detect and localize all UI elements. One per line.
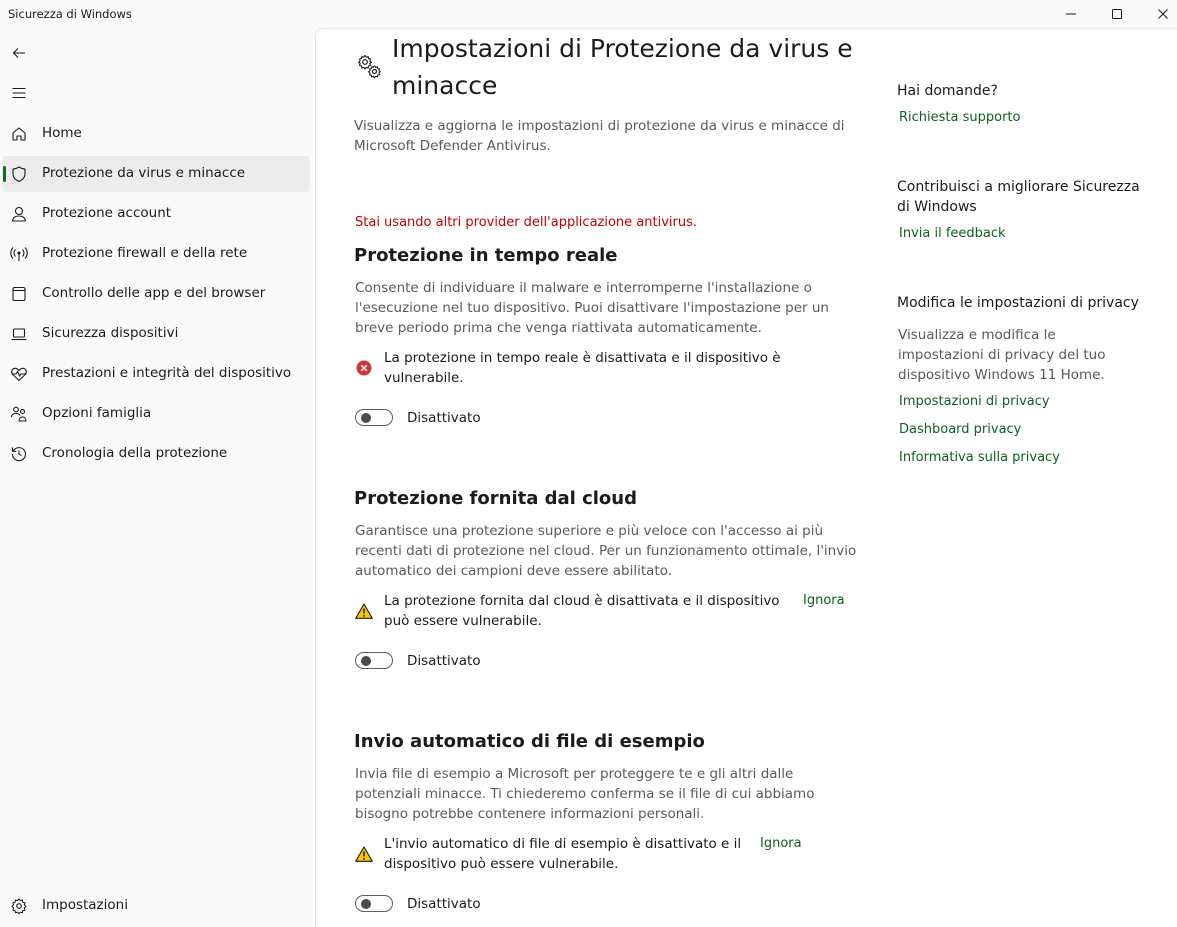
heart-pulse-icon <box>10 365 28 383</box>
samples-toggle[interactable] <box>355 895 393 912</box>
description-line: Garantisce una protezione superiore e più veloce con l'accesso ai più <box>355 523 824 539</box>
close-button[interactable] <box>1140 0 1177 28</box>
toggle-state-label: Disattivato <box>407 410 481 426</box>
home-icon <box>10 125 28 143</box>
sidebar-item-settings[interactable] <box>2 888 310 924</box>
section-description <box>355 278 829 338</box>
page-title <box>392 30 853 104</box>
description-line: l'esecuzione nel tuo dispositivo. Puoi disattivare l'impostazione per un <box>355 300 829 316</box>
status-line: vulnerabile. <box>384 370 464 386</box>
content-panel <box>315 28 1177 927</box>
sidebar-item-home[interactable] <box>2 116 310 152</box>
sidebar <box>0 28 314 926</box>
page-subtitle <box>354 116 845 156</box>
section-title-cloud: Protezione fornita dal cloud <box>354 488 637 509</box>
support-link[interactable]: Richiesta supporto <box>899 110 1021 125</box>
privacy-statement-link[interactable]: Informativa sulla privacy <box>899 450 1060 465</box>
sidebar-item-family[interactable] <box>2 396 310 432</box>
back-arrow-icon <box>11 45 27 61</box>
dismiss-link[interactable]: Ignora <box>803 593 845 608</box>
status-line: La protezione in tempo reale è disattivata e il dispositivo è <box>384 350 781 366</box>
status-line: L'invio automatico di file di esempio è disattivato e il <box>384 836 742 852</box>
sidebar-item-label: Prestazioni e integrità del dispositivo <box>42 365 292 381</box>
minimize-button[interactable] <box>1048 0 1094 28</box>
sidebar-item-label: Sicurezza dispositivi <box>42 325 179 341</box>
sidebar-item-label: Home <box>42 125 82 141</box>
feedback-heading-line: Contribuisci a migliorare Sicurezza <box>897 179 1140 195</box>
privacy-heading: Modifica le impostazioni di privacy <box>897 295 1139 311</box>
section-title-samples: Invio automatico di file di esempio <box>354 731 705 752</box>
cloud-toggle[interactable] <box>355 652 393 669</box>
privacy-description-line: Visualizza e modifica le <box>898 327 1056 343</box>
antenna-icon <box>10 245 28 263</box>
title-bar <box>0 0 1177 28</box>
privacy-settings-link[interactable]: Impostazioni di privacy <box>899 394 1050 409</box>
privacy-dashboard-link[interactable]: Dashboard privacy <box>899 422 1022 437</box>
hamburger-icon <box>11 85 27 101</box>
status-message <box>384 348 781 388</box>
toggle-knob <box>361 656 371 666</box>
status-message <box>384 591 780 631</box>
feedback-link[interactable]: Invia il feedback <box>899 226 1006 241</box>
other-provider-warning: Stai usando altri provider dell'applicazione antivirus. <box>355 215 697 230</box>
feedback-heading <box>897 177 1140 217</box>
family-icon <box>10 405 28 423</box>
minimize-icon <box>1065 8 1077 20</box>
description-line: potenziali minacce. Ti chiederemo conferma se il file di cui abbiamo <box>355 786 815 802</box>
shield-icon <box>10 165 28 183</box>
status-line: dispositivo può essere vulnerabile. <box>384 856 619 872</box>
privacy-description-line: impostazioni di privacy del tuo <box>898 347 1106 363</box>
sidebar-item-label: Protezione firewall e della rete <box>42 245 248 261</box>
sidebar-item-account[interactable] <box>2 196 310 232</box>
gears-icon <box>356 53 384 85</box>
app-window-icon <box>10 285 28 303</box>
sidebar-item-firewall[interactable] <box>2 236 310 272</box>
realtime-toggle[interactable] <box>355 409 393 426</box>
description-line: recenti dati di protezione nel cloud. Per un funzionamento ottimale, l'invio <box>355 543 857 559</box>
sidebar-item-device-health[interactable] <box>2 356 310 392</box>
sidebar-item-label: Protezione account <box>42 205 172 221</box>
sidebar-item-device-security[interactable] <box>2 316 310 352</box>
sidebar-item-virus-protection[interactable] <box>2 156 310 192</box>
toggle-state-label: Disattivato <box>407 653 481 669</box>
history-icon <box>10 445 28 463</box>
feedback-heading-line: di Windows <box>897 199 977 215</box>
questions-heading: Hai domande? <box>897 83 998 99</box>
toggle-state-label: Disattivato <box>407 896 481 912</box>
person-icon <box>10 205 28 223</box>
section-description <box>355 521 856 581</box>
section-description <box>355 764 814 824</box>
maximize-button[interactable] <box>1094 0 1140 28</box>
description-line: Invia file di esempio a Microsoft per proteggere te e gli altri dalle <box>355 766 794 782</box>
privacy-description <box>898 325 1106 385</box>
selection-indicator <box>3 166 6 182</box>
sidebar-item-app-browser[interactable] <box>2 276 310 312</box>
sidebar-item-label: Controllo delle app e del browser <box>42 285 266 301</box>
gear-icon <box>10 897 28 915</box>
close-icon <box>1157 8 1169 20</box>
section-title-realtime: Protezione in tempo reale <box>354 245 618 266</box>
description-line: Consente di individuare il malware e interromperne l'installazione o <box>355 280 812 296</box>
toggle-knob <box>361 899 371 909</box>
warning-triangle-icon <box>355 603 373 623</box>
page-subtitle-line: Visualizza e aggiorna le impostazioni di protezione da virus e minacce di <box>354 118 845 134</box>
description-line: bisogno potrebbe contenere informazioni personali. <box>355 806 705 822</box>
description-line: breve periodo prima che venga riattivata automaticamente. <box>355 320 762 336</box>
description-line: automatico dei campioni deve essere abilitato. <box>355 563 673 579</box>
sidebar-item-label: Impostazioni <box>42 897 128 913</box>
warning-triangle-icon <box>355 846 373 866</box>
status-line: può essere vulnerabile. <box>384 613 542 629</box>
error-circle-icon <box>356 360 372 380</box>
status-message <box>384 834 741 874</box>
sidebar-item-label: Opzioni famiglia <box>42 405 152 421</box>
toggle-knob <box>361 413 371 423</box>
menu-button[interactable] <box>4 78 34 108</box>
page-title-line: Impostazioni di Protezione da virus e <box>392 34 853 63</box>
page-title-line: minacce <box>392 71 498 100</box>
sidebar-item-label: Cronologia della protezione <box>42 445 228 461</box>
status-line: La protezione fornita dal cloud è disattivata e il dispositivo <box>384 593 780 609</box>
sidebar-item-history[interactable] <box>2 436 310 472</box>
window-title: Sicurezza di Windows <box>8 7 132 21</box>
page-subtitle-line: Microsoft Defender Antivirus. <box>354 138 551 154</box>
back-button[interactable] <box>4 38 34 68</box>
privacy-description-line: dispositivo Windows 11 Home. <box>898 367 1105 383</box>
sidebar-item-label: Protezione da virus e minacce <box>42 165 246 181</box>
maximize-icon <box>1111 8 1123 20</box>
dismiss-link[interactable]: Ignora <box>760 836 802 851</box>
laptop-icon <box>10 325 28 343</box>
